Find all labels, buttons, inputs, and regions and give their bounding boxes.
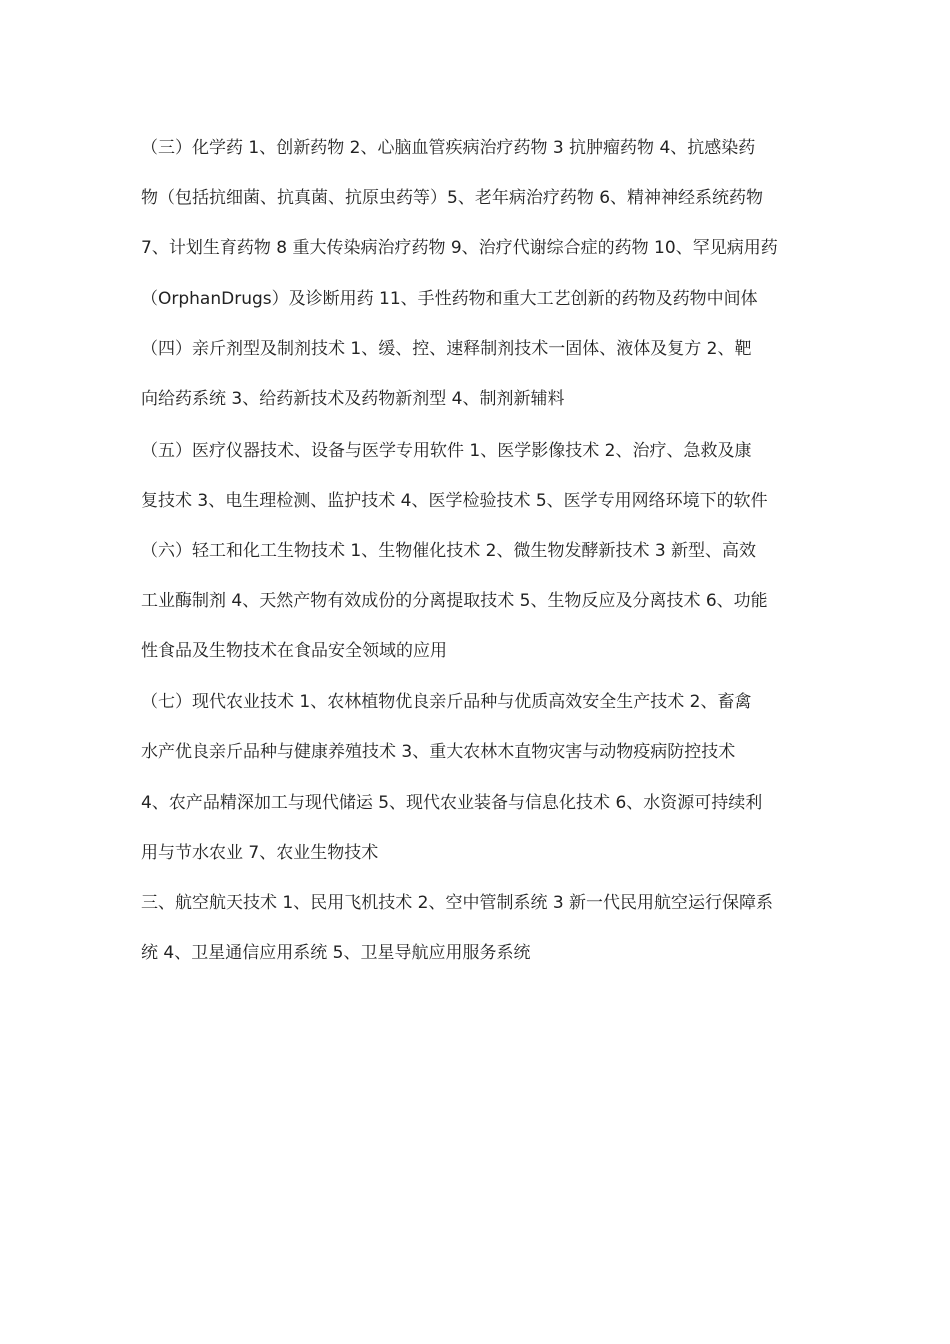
text-line: （五）医疗仪器技术、设备与医学专用软件 1、医学影像技术 2、治疗、急救及康 [141, 441, 752, 461]
text-line: 向给药系统 3、给药新技术及药物新剂型 4、制剂新辅料 [141, 389, 565, 409]
text-line: 用与节水农业 7、农业生物技术 [141, 843, 379, 863]
text-line: （四）亲斤剂型及制剂技术 1、缓、控、速释制剂技术一固体、液体及复方 2、靶 [141, 339, 752, 359]
text-line: 物（包括抗细菌、抗真菌、抗原虫药等）5、老年病治疗药物 6、精神神经系统药物 [141, 188, 764, 208]
text-line: 7、计划生育药物 8 重大传染病治疗药物 9、治疗代谢综合症的药物 10、罕见病用药 [141, 238, 778, 258]
text-line: （七）现代农业技术 1、农林植物优良亲斤品种与优质高效安全生产技术 2、畜禽 [141, 692, 752, 712]
text-line: （六）轻工和化工生物技术 1、生物催化技术 2、微生物发酵新技术 3 新型、高效 [141, 541, 757, 561]
text-line: （三）化学药 1、创新药物 2、心脑血管疾病治疗药物 3 抗肿瘤药物 4、抗感染药 [141, 138, 756, 158]
text-line: 复技术 3、电生理检测、监护技术 4、医学检验技术 5、医学专用网络环境下的软件 [141, 491, 768, 511]
text-line: 性食品及生物技术在食品安全领域的应用 [141, 641, 447, 661]
text-line: 三、航空航天技术 1、民用飞机技术 2、空中管制系统 3 新一代民用航空运行保障系 [141, 893, 774, 913]
text-line: 工业酶制剂 4、天然产物有效成份的分离提取技术 5、生物反应及分离技术 6、功能 [141, 591, 768, 611]
text-line: 水产优良亲斤品种与健康养殖技术 3、重大农林木直物灾害与动物疫病防控技术 [141, 742, 736, 762]
text-line: 统 4、卫星通信应用系统 5、卫星导航应用服务系统 [141, 943, 531, 963]
text-line: 4、农产品精深加工与现代储运 5、现代农业装备与信息化技术 6、水资源可持续利 [141, 793, 763, 813]
text-line: （OrphanDrugs）及诊断用药 11、手性药物和重大工艺创新的药物及药物中间体 [141, 289, 758, 309]
